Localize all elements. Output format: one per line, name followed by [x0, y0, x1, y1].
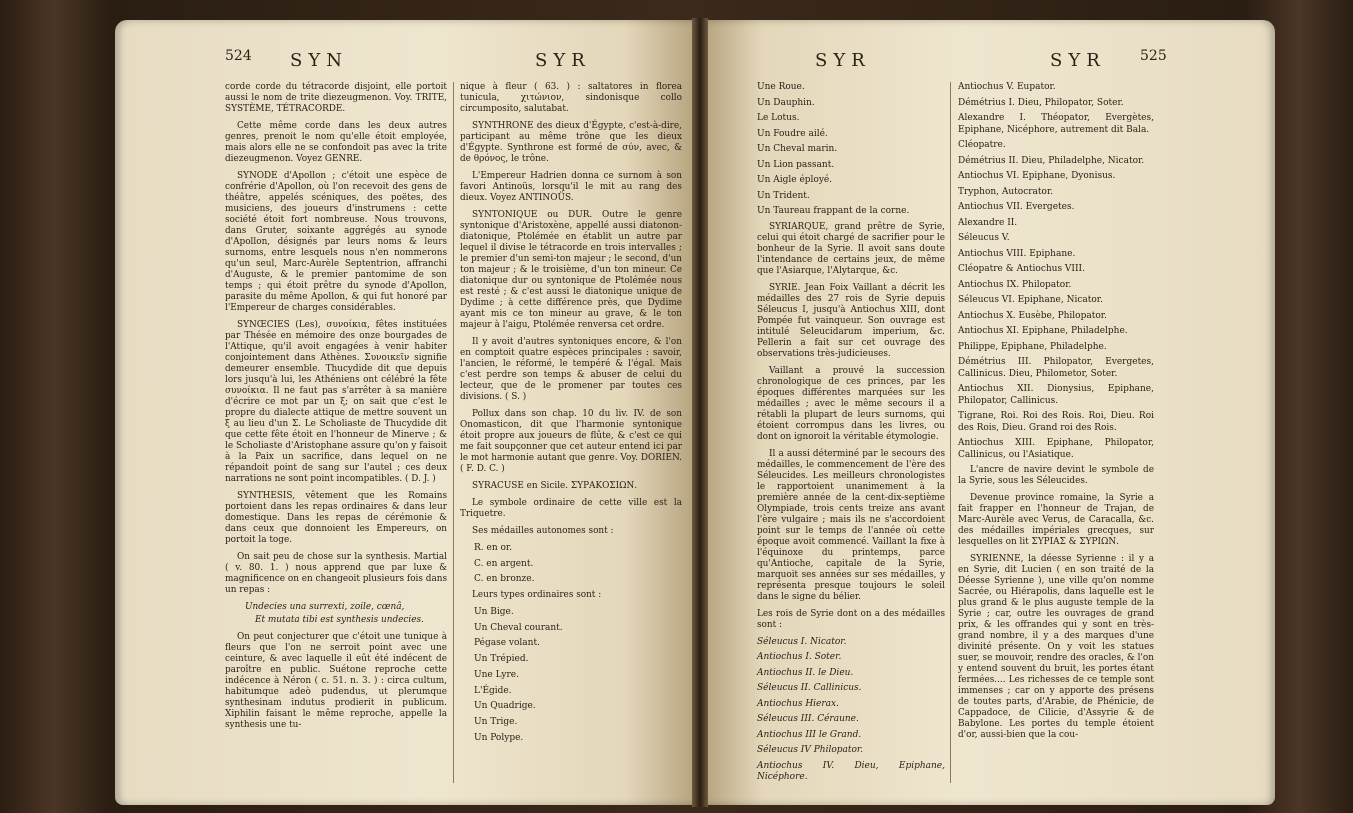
list-item: Un Taureau frappant de la corne.	[757, 206, 910, 216]
list-item: Un Polype.	[474, 732, 524, 743]
paragraph: SYNTHRONE des dieux d'Égypte, c'est-à-dire, participant au même trône que les dieux d'Égypte. Synthrone est formé de σύν, avec, & de θρόνος, le trône.	[460, 121, 682, 164]
list-item: Philippe, Epiphane, Philadelphe.	[958, 341, 1107, 352]
list-item: Antiochus VI. Epiphane, Dyonisus.	[958, 171, 1116, 181]
paragraph: SYRIENNE, la déesse Syrienne : il y a en Syrie, dit Lucien ( en son traité de la Déesse Syrienne ), une ville qu'on nomme Sacrée, ou Hiérapolis, dans laquelle est le plus grand & le plus auguste temple de la Syrie ; car, outre les ouvrages de grand prix, & les offrandes qui y sont en très-grand nombre, il y a des marques d'une divinité présente. On y voit les statues suer, se mouvoir, rendre des oracles, & l'on y entend souvent du bruit, les portes étant fermées.... Les richesses de ce temple sont immenses ; car on y apporte des présens de toutes parts, d'Arabie, de Phénicie, de Cappadoce, de Cilicie, d'Assyrie & de Babylone. Les portes du temple étoient d'or, aussi-bien que la cou-	[958, 554, 1154, 740]
list-item: Tigrane, Roi. Roi des Rois. Roi, Dieu. Roi des Rois, Dieu. Grand roi des Rois.	[958, 411, 1154, 433]
list-item: Antiochus XIII. Epiphane, Philopator, Callinicus, ou l'Asiatique.	[958, 438, 1154, 460]
list-item: Une Lyre.	[474, 669, 519, 680]
paragraph: SYRIARQUE, grand prêtre de Syrie, celui qui étoit chargé de sacrifier pour le bonheur de la Syrie. Il avoit sans doute l'intendance de certains jeux, de même que l'Asiarque, l'Alytarque, &c.	[757, 221, 945, 276]
paragraph: Il y avoit d'autres syntoniques encore, & l'on en comptoit quatre espèces principales : savoir, l'ancien, le réformé, le tempéré & l'égal. Mais c'est perdre son temps & abuser de celui du lecteur, que de le promener par toutes ces divisions. ( S. )	[460, 337, 682, 402]
list-item: R. en or.	[474, 543, 513, 553]
list-item: Un Foudre ailé.	[757, 128, 828, 139]
list-item: Antiochus I. Soter.	[757, 652, 842, 662]
list-item: Antiochus XII. Dionysius, Epiphane, Philopator, Callinicus.	[958, 384, 1154, 406]
list-item: Antiochus X. Eusèbe, Philopator.	[958, 310, 1107, 321]
list-item: Un Aigle éployé.	[757, 175, 833, 185]
left-column-2	[460, 82, 682, 748]
list-item: Démétrius III. Philopator, Evergetes, Callinicus. Dieu, Philometor, Soter.	[958, 357, 1154, 379]
paragraph: Ses médailles autonomes sont :	[472, 526, 614, 536]
list-item: Un Cheval marin.	[757, 144, 838, 154]
right-column-2	[958, 82, 1154, 747]
list-item: Alexandre II.	[958, 217, 1018, 228]
paragraph: SYRIE. Jean Foix Vaillant a décrit les médailles des 27 rois de Syrie depuis Séleucus I, jusqu'à Antiochus XIII, dont Pompée fut vainqueur. Son ouvrage est intitulé Seleucidarum imperium, &c. Pellerin a fait sur cet ouvrage des observations très-judicieuses.	[757, 282, 945, 359]
right-column-rule	[950, 82, 951, 783]
book-spine	[692, 18, 708, 807]
list-item: Séleucus I. Nicator.	[757, 636, 847, 647]
list-item: Tryphon, Autocrator.	[958, 186, 1054, 197]
list-item: Cléopatre.	[958, 140, 1006, 150]
verse-line: Undecies una surrexti, zoile, cœnâ,	[245, 602, 405, 612]
list-item: Un Dauphin.	[757, 97, 815, 108]
left-column-1	[225, 82, 447, 737]
left-page-number: 524	[225, 48, 252, 64]
list-item: Un Lion passant.	[757, 159, 835, 170]
list-item: C. en argent.	[474, 558, 534, 569]
list-item: Séleucus IV Philopator.	[757, 745, 864, 755]
paragraph: Cette même corde dans les deux autres genres, prenoit le nom qu'elle étoit employée, mais alors elle ne se confondoit pas avec la trite diezeugmenon. Voyez GENRE.	[225, 121, 447, 164]
list-item: Démétrius I. Dieu, Philopator, Soter.	[958, 97, 1124, 108]
list-item: Une Roue.	[757, 82, 805, 92]
paragraph: SYNTONIQUE ou DUR. Outre le genre syntonique d'Aristoxène, appellé aussi diatonon-diatonique, Ptolémée en établit un autre par lequel il divise le tétracorde en trois intervalles ; le premier d'un semi-ton majeur ; le second, d'un ton majeur ; & le troisième, d'un ton mineur. Ce diatonique dur ou syntonique de Ptolémée nous est resté ; & c'est aussi le diatonique unique de Dydime ; à cette différence près, que Dydime ayant mis ce ton mineur au grave, & le ton majeur à l'aigu, Ptolémée renversa cet ordre.	[460, 210, 682, 330]
left-running-head-2: SYR	[535, 50, 591, 71]
right-page-number: 525	[1140, 48, 1167, 64]
list-item: Séleucus III. Céraune.	[757, 714, 859, 724]
list-item: Antiochus VIII. Epiphane.	[958, 248, 1076, 259]
paragraph: SYNŒCIES (Les), συνοίκια, fêtes instituées par Thésée en mémoire des onze bourgades de l'Attique, qu'il avoit engagées à venir habiter conjointement dans Athènes. Συνοικεῖν signifie demeurer ensemble. Thucydide dit que depuis lors jusqu'à lui, les Athéniens ont célébré la fête συνοίκια. Il ne faut pas s'arrêter à sa manière d'écrire ce mot par un ξ; on sait que c'est le propre du dialecte attique de mettre souvent un ξ au lieu d'un Σ. Le Scholiaste de Thucydide dit que cette fête étoit en l'honneur de Minerve ; & le Scholiaste d'Aristophane assure qu'on y faisoit à la Paix un sacrifice, dans lequel on ne répandoit point de sang sur l'autel ; ces deux narrations ne sont point incompatibles. ( D. J. )	[225, 320, 447, 484]
left-running-head: SYN	[290, 50, 348, 71]
paragraph: On sait peu de chose sur la synthesis. Martial ( v. 80. 1. ) nous apprend que par luxe & magnificence on en changeoit plusieurs fois dans un repas :	[225, 552, 448, 595]
paragraph: L'ancre de navire devint le symbole de la Syrie, sous les Séleucides.	[958, 465, 1154, 486]
list-item: Démétrius II. Dieu, Philadelphe, Nicator.	[958, 155, 1145, 166]
list-item: Un Trige.	[474, 716, 518, 727]
paragraph: Pollux dans son chap. 10 du liv. IV. de son Onomasticon, dit que l'harmonie syntonique étoit propre aux joueurs de flûte, & c'est ce qui me fait soupçonner que cet auteur entend ici par le mot harmonie autant que genre. Voy. DORIEN. ( F. D. C. )	[460, 409, 682, 474]
list-item: Alexandre I. Théopator, Evergètes, Epiphane, Nicéphore, autrement dit Bala.	[958, 113, 1154, 135]
paragraph: Vaillant a prouvé la succession chronologique de ces princes, par les époques différentes marquées sur les médailles ; avec le même secours il a rétabli la plupart de leurs surnoms, qui étoient corrompus dans les livres, ou dont on ignoroit la véritable étymologie.	[757, 365, 945, 442]
list-item: Un Cheval courant.	[474, 622, 563, 633]
list-item: Un Quadrige.	[474, 701, 536, 712]
list-item: Antiochus VII. Evergetes.	[958, 202, 1075, 212]
paragraph: Il a aussi déterminé par le secours des médailles, le commencement de l'ère des Séleucides. Les meilleurs chronologistes le rapportoient unanimement à la première année de la cent-dix-septième Olympiade, trois cents treize ans avant l'ère vulgaire ; mais ils ne s'accordoient point sur le temps de l'année où cette époque avoit commencé. Vaillant la fixe à l'équinoxe du printemps, parce qu'Antioche, capitale de la Syrie, marquoit ses années sur ses médailles, y représenta presque toujours le soleil dans le signe du bélier.	[757, 448, 945, 602]
right-running-head: SYR	[815, 50, 871, 71]
list-item: Un Trident.	[757, 190, 810, 201]
list-item: Antiochus IX. Philopator.	[958, 279, 1072, 290]
list-item: Séleucus V.	[958, 233, 1010, 243]
paragraph: Leurs types ordinaires sont :	[472, 590, 602, 601]
list-item: Pégase volant.	[474, 638, 540, 649]
paragraph: SYNODE d'Apollon ; c'étoit une espèce de confrérie d'Apollon, où l'on recevoit des gens de théâtre, appelés scéniques, des poëtes, des musiciens, des joueurs d'instrumens : cette société étoit fort nombreuse. Nous trouvons, dans Gruter, soixante aggrégés au synode d'Apollon, désignés par leurs noms & leurs surnoms, entre lesquels nous n'en nommerons qu'un seul, Marc-Aurèle Septentrion, affranchi d'Auguste, & le premier pantomime de son temps ; qui étoit prêtre du synode d'Apollon, parasite du même Apollon, & qui fut honoré par l'Empereur de charges considérables.	[225, 171, 447, 313]
list-item: Le Lotus.	[757, 113, 800, 123]
list-item: Antiochus II. le Dieu.	[757, 667, 854, 678]
list-item: Antiochus XI. Epiphane, Philadelphe.	[958, 326, 1128, 336]
paragraph: nique à fleur ( 63. ) : saltatores in florea tunicula, χιτώνιον, sindonisque collo circumposito, salutabat.	[460, 82, 682, 114]
paragraph: On peut conjecturer que c'étoit une tunique à fleurs que l'on ne serroit point avec une ceinture, & avec laquelle il eût été indécent de paroître en public. Suétone reproche cette indécence à Néron ( c. 51. n. 3. ) : circa cultum, habitumque adeò pudendus, ut plerumque synthesinam indutus prodierit in publicum. Xiphilin faisant le même reproche, appelle la synthesis une tu-	[225, 632, 447, 730]
paragraph: Les rois de Syrie dont on a des médailles sont :	[757, 608, 945, 630]
right-column-1	[757, 82, 945, 788]
paragraph: L'Empereur Hadrien donna ce surnom à son favori Antinoüs, lorsqu'il le mit au rang des dieux. Voyez ANTINOÜS.	[460, 171, 682, 203]
list-item: Antiochus Hierax.	[757, 698, 839, 709]
list-item: Un Trépied.	[474, 654, 529, 665]
list-item: L'Égide.	[474, 685, 512, 696]
paragraph: SYNTHESIS, vêtement que les Romains portoient dans les repas ordinaires & dans leur domestique. Dans les repas de cérémonie & dans ceux que donnoient les Empereurs, on portoit la toge.	[225, 491, 447, 545]
list-item: Séleucus II. Callinicus.	[757, 683, 862, 693]
list-item: Séleucus VI. Epiphane, Nicator.	[958, 295, 1103, 305]
list-item: Antiochus V. Eupator.	[958, 82, 1056, 92]
paragraph: corde corde du tétracorde disjoint, elle portoit aussi le nom de trite diezeugmenon. Voy. TRITE, SYSTÈME, TÉTRACORDE.	[225, 82, 447, 114]
right-running-head-2: SYR	[1050, 50, 1106, 71]
list-item: Antiochus III le Grand.	[757, 729, 862, 740]
list-item: Antiochus IV. Dieu, Epiphane, Nicéphore.	[757, 760, 945, 782]
paragraph: SYRACUSE en Sicile. ΣΥΡΑΚΟΣΙΩΝ.	[472, 481, 638, 491]
list-item: Cléopatre & Antiochus VIII.	[958, 264, 1085, 274]
list-item: Un Bige.	[474, 607, 514, 618]
left-column-rule	[453, 82, 454, 783]
verse-line: Et mutata tibi est synthesis undecies.	[255, 615, 424, 625]
paragraph: Devenue province romaine, la Syrie a fait frapper en l'honneur de Trajan, de Marc-Aurèle avec Verus, de Caracalla, &c. des médailles impériales grecques, sur lesquelles on lit ΣΥΡΙΑΣ & ΣΥΡΙΩΝ.	[958, 493, 1154, 547]
paragraph: Le symbole ordinaire de cette ville est la Triquetre.	[460, 498, 682, 519]
list-item: C. en bronze.	[474, 574, 535, 585]
